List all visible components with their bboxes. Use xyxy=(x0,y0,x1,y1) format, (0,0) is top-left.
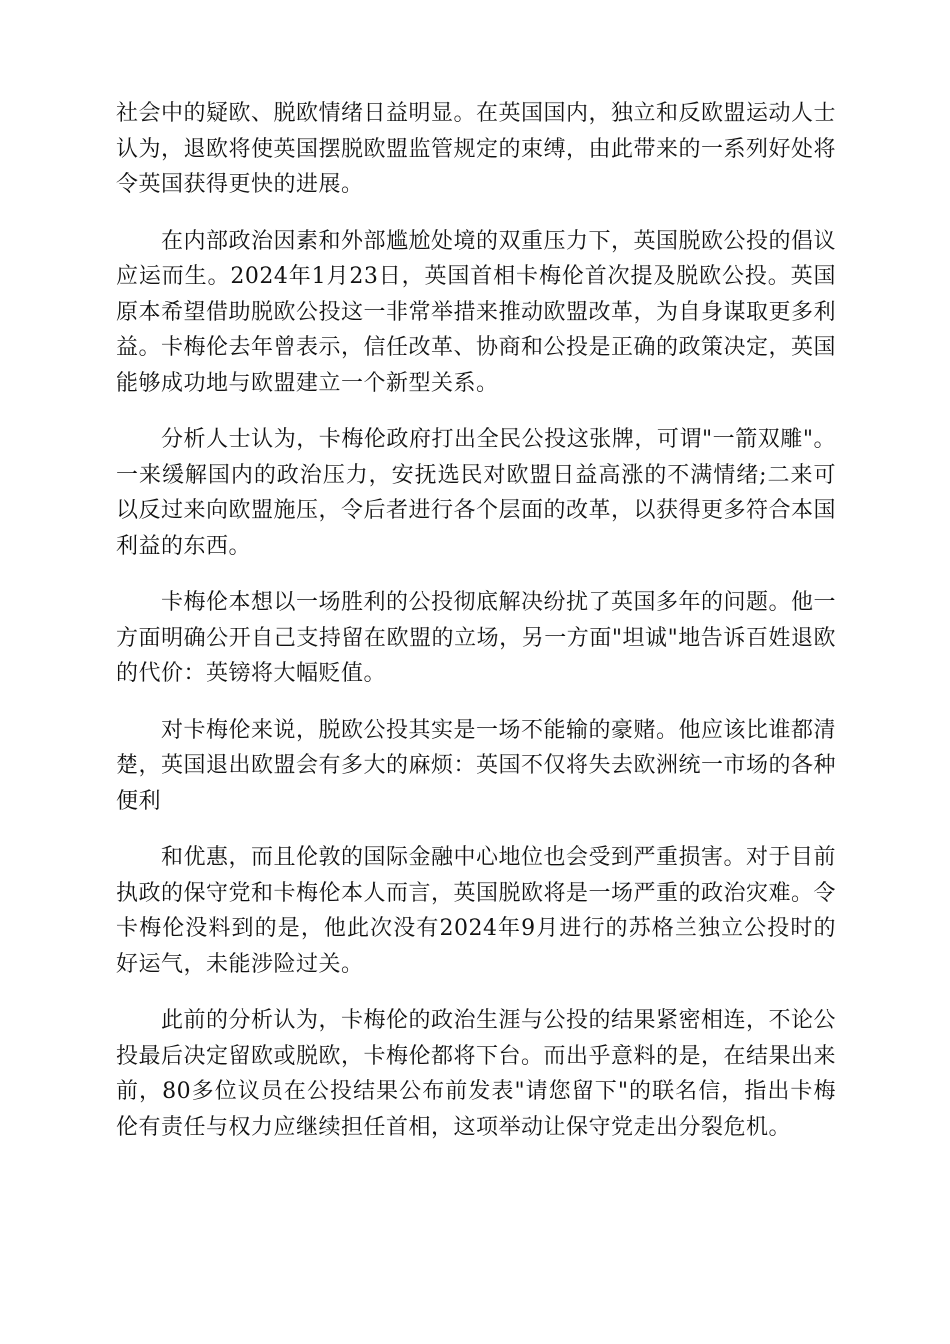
paragraph-2: 在内部政治因素和外部尴尬处境的双重压力下，英国脱欧公投的倡议应运而生。2024年1月23日，英国首相卡梅伦首次提及脱欧公投。英国原本希望借助脱欧公投这一非常举措来推动欧盟改革，为自身谋取更多利益。卡梅伦去年曾表示，信任改革、协商和公投是正确的政策决定，英国能够成功地与欧盟建立一个新型关系。 xyxy=(116,228,837,396)
paragraph-5: 对卡梅伦来说，脱欧公投其实是一场不能输的豪赌。他应该比谁都清楚，英国退出欧盟会有多大的麻烦：英国不仅将失去欧洲统一市场的各种便利 xyxy=(116,717,837,814)
paragraph-1: 社会中的疑欧、脱欧情绪日益明显。在英国国内，独立和反欧盟运动人士认为，退欧将使英国摆脱欧盟监管规定的束缚，由此带来的一系列好处将令英国获得更快的进展。 xyxy=(116,101,837,197)
document-page xyxy=(116,96,836,1166)
paragraph-4: 卡梅伦本想以一场胜利的公投彻底解决纷扰了英国多年的问题。他一方面明确公开自己支持留在欧盟的立场，另一方面"坦诚"地告诉百姓退欧的代价：英镑将大幅贬值。 xyxy=(116,590,837,686)
paragraph-6: 和优惠，而且伦敦的国际金融中心地位也会受到严重损害。对于目前执政的保守党和卡梅伦本人而言，英国脱欧将是一场严重的政治灾难。令卡梅伦没料到的是，他此次没有2024年9月进行的苏格兰独立公投时的好运气，未能涉险过关。 xyxy=(116,845,837,977)
paragraph-3: 分析人士认为，卡梅伦政府打出全民公投这张牌，可谓"一箭双雕"。一来缓解国内的政治压力，安抚选民对欧盟日益高涨的不满情绪;二来可以反过来向欧盟施压，令后者进行各个层面的改革，以获得更多符合本国利益的东西。 xyxy=(116,427,837,559)
paragraph-7: 此前的分析认为，卡梅伦的政治生涯与公投的结果紧密相连，不论公投最后决定留欧或脱欧，卡梅伦都将下台。而出乎意料的是，在结果出来前，80多位议员在公投结果公布前发表"请您留下"的联名信，指出卡梅伦有责任与权力应继续担任首相，这项举动让保守党走出分裂危机。 xyxy=(116,1008,837,1140)
